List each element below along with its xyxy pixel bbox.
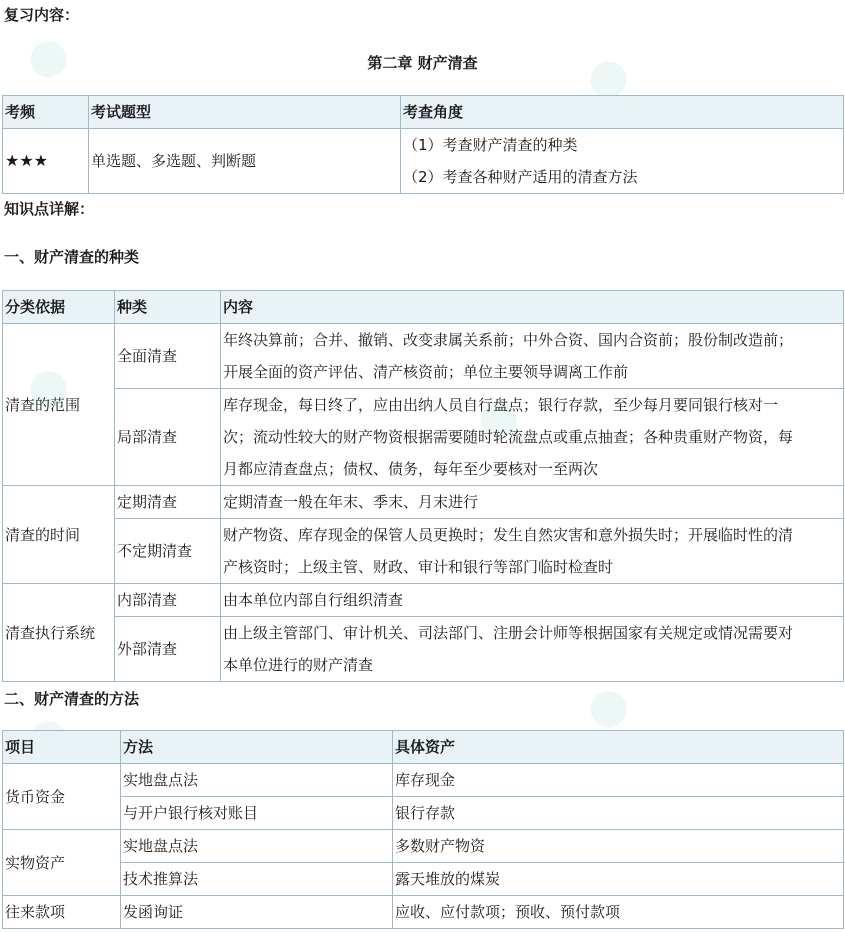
content-line: 月都应清查盘点；债权、债务，每年至少要核对一至两次 xyxy=(223,460,599,478)
header-cell: 项目 xyxy=(3,731,121,764)
kind-cell: 全面清查 xyxy=(115,324,221,389)
header-cell: 考查角度 xyxy=(401,96,844,129)
content-line: 由本单位内部自行组织清查 xyxy=(223,591,404,609)
header-cell: 具体资产 xyxy=(393,731,844,764)
content-line: 本单位进行的财产清查 xyxy=(223,656,374,674)
kind-cell: 外部清查 xyxy=(115,617,221,682)
content-cell xyxy=(221,486,844,519)
table-header-row xyxy=(3,731,844,764)
inventory-methods-table xyxy=(2,730,844,929)
review-label: 复习内容： xyxy=(4,6,80,24)
item-cell: 往来款项 xyxy=(3,896,121,929)
table-row xyxy=(3,486,844,519)
knowledge-label: 知识点详解： xyxy=(4,200,95,218)
asset-cell: 露天堆放的煤炭 xyxy=(393,863,844,896)
asset-cell: 银行存款 xyxy=(393,797,844,830)
method-cell: 实地盘点法 xyxy=(121,830,393,863)
section1-title: 一、财产清查的种类 xyxy=(4,248,140,266)
table-row xyxy=(3,896,844,929)
item-cell: 货币资金 xyxy=(3,764,121,830)
table-row xyxy=(3,797,844,830)
basis-cell: 清查的时间 xyxy=(3,486,115,584)
header-cell: 分类依据 xyxy=(3,291,115,324)
star-rating: ★★★ xyxy=(3,129,89,194)
table-row xyxy=(3,617,844,682)
content-cell xyxy=(221,617,844,682)
watermark-logo xyxy=(583,681,637,735)
angle-item: （1）考查财产清查的种类 xyxy=(403,136,578,154)
angles-cell xyxy=(401,129,844,194)
asset-cell: 多数财产物资 xyxy=(393,830,844,863)
table-header-row xyxy=(3,96,844,129)
table-row xyxy=(3,863,844,896)
content-line: 产核资时；上级主管、财政、审计和银行等部门临时检查时 xyxy=(223,558,614,576)
content-line: 次；流动性较大的财产物资根据需要随时轮流盘点或重点抽查；各种贵重财产物资，每 xyxy=(223,428,794,446)
table-row xyxy=(3,324,844,389)
content-line: 年终决算前；合并、撤销、改变隶属关系前；中外合资、国内合资前；股份制改造前； xyxy=(223,331,794,349)
kind-cell: 不定期清查 xyxy=(115,519,221,584)
question-types-cell: 单选题、多选题、判断题 xyxy=(89,129,401,194)
table-row xyxy=(3,129,844,194)
content-cell xyxy=(221,519,844,584)
content-cell xyxy=(221,389,844,486)
content-line: 由上级主管部门、审计机关、司法部门、注册会计师等根据国家有关规定或情况需要对 xyxy=(223,624,794,642)
kind-cell: 局部清查 xyxy=(115,389,221,486)
header-cell: 考频 xyxy=(3,96,89,129)
header-cell: 考试题型 xyxy=(89,96,401,129)
inventory-types-table xyxy=(2,290,844,682)
content-line: 库存现金，每日终了，应由出纳人员自行盘点；银行存款，至少每月要同银行核对一 xyxy=(223,396,779,414)
basis-cell: 清查的范围 xyxy=(3,324,115,486)
table-row xyxy=(3,830,844,863)
content-line: 财产物资、库存现金的保管人员更换时；发生自然灾害和意外损失时；开展临时性的清 xyxy=(223,526,794,544)
header-cell: 内容 xyxy=(221,291,844,324)
content-line: 定期清查一般在年末、季末、月末进行 xyxy=(223,493,479,511)
asset-cell: 应收、应付款项；预收、预付款项 xyxy=(393,896,844,929)
method-cell: 与开户银行核对账目 xyxy=(121,797,393,830)
table-row xyxy=(3,764,844,797)
header-cell: 方法 xyxy=(121,731,393,764)
basis-cell: 清查执行系统 xyxy=(3,584,115,682)
method-cell: 实地盘点法 xyxy=(121,764,393,797)
method-cell: 技术推算法 xyxy=(121,863,393,896)
content-cell xyxy=(221,584,844,617)
asset-cell: 库存现金 xyxy=(393,764,844,797)
kind-cell: 内部清查 xyxy=(115,584,221,617)
table-row xyxy=(3,584,844,617)
table-row xyxy=(3,389,844,486)
item-cell: 实物资产 xyxy=(3,830,121,896)
kind-cell: 定期清查 xyxy=(115,486,221,519)
overview-table xyxy=(2,95,844,194)
content-line: 开展全面的资产评估、清产核资前；单位主要领导调离工作前 xyxy=(223,363,629,381)
table-header-row xyxy=(3,291,844,324)
table-row xyxy=(3,519,844,584)
angle-item: （2）考查各种财产适用的清查方法 xyxy=(403,168,638,186)
content-cell xyxy=(221,324,844,389)
section2-title: 二、财产清查的方法 xyxy=(4,690,140,708)
method-cell: 发函询证 xyxy=(121,896,393,929)
chapter-title: 第二章 财产清查 xyxy=(367,54,478,72)
header-cell: 种类 xyxy=(115,291,221,324)
